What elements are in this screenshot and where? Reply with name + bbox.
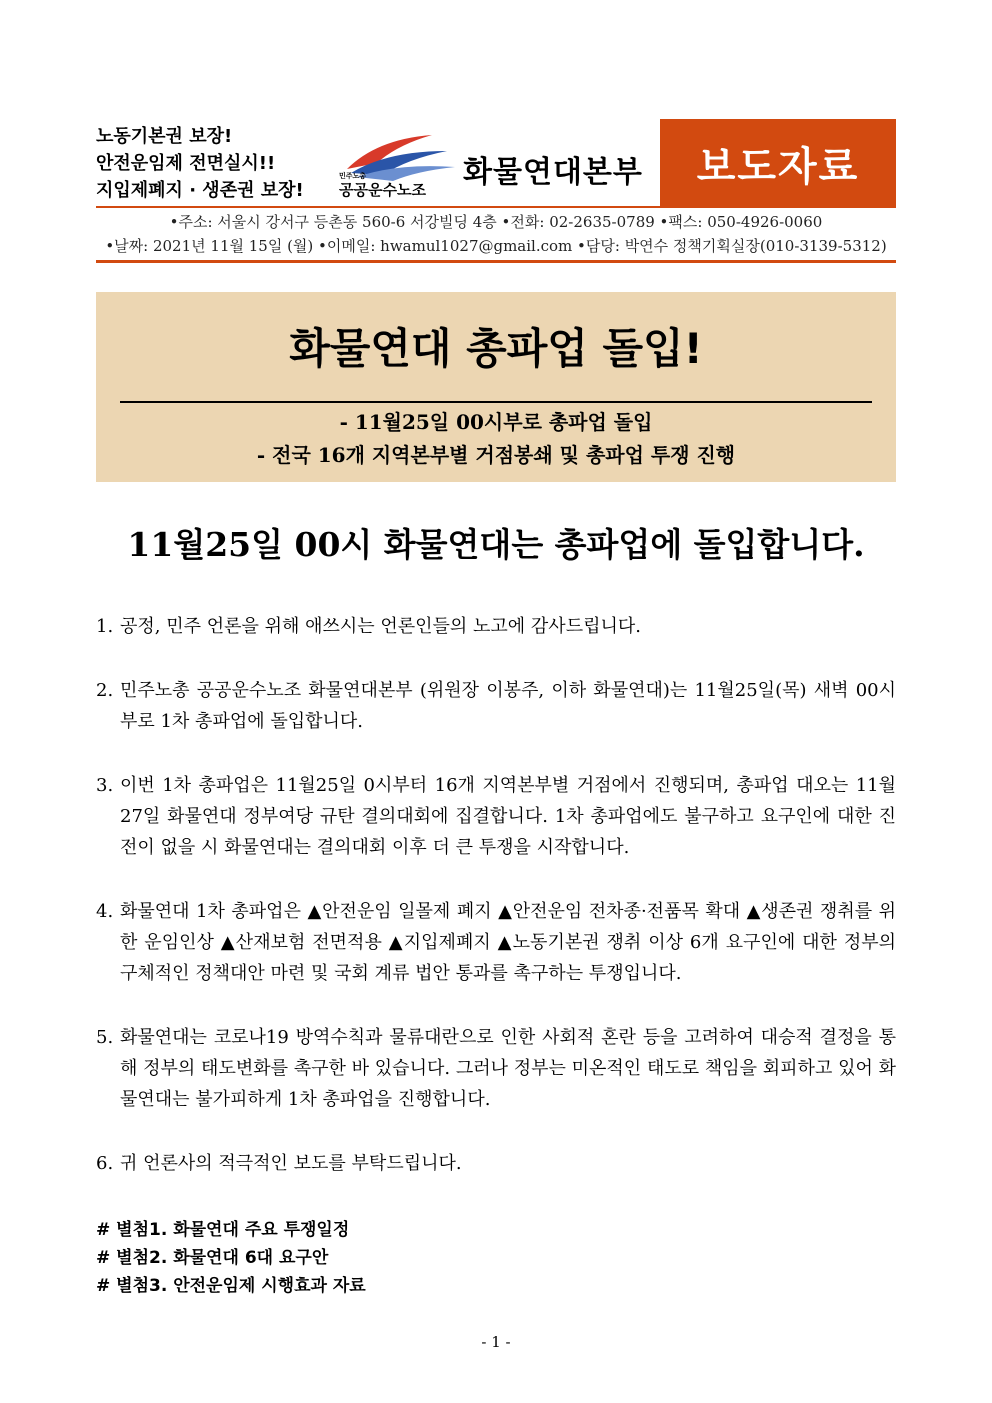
paragraph <box>96 896 896 989</box>
paragraph-text: 화물연대는 코로나19 방역수칙과 물류대란으로 인한 사회적 혼란 등을 고려하여 대승적 결정을 통해 정부의 태도변화를 촉구한 바 있습니다. 그러나 정부는 미온적인 태도로 책임을 회피하고 있어 화물연대는 불가피하게 1차 총파업을 진행합니다. <box>120 1027 896 1110</box>
contact-row-date: •날짜: 2021년 11월 15일 (월) •이메일: hwamul1027@gmail.com •담당: 박연수 정책기획실장(010-3139-5312) <box>105 237 887 255</box>
attachments-list <box>96 1216 896 1300</box>
paragraph <box>96 770 896 863</box>
slogans <box>96 123 326 204</box>
paragraph <box>96 1148 896 1179</box>
paragraph <box>96 1022 896 1115</box>
paragraph-number: 4. <box>96 901 114 922</box>
subtitles <box>96 406 896 472</box>
press-release-badge: 보도자료 <box>660 119 896 207</box>
paragraph-text: 이번 1차 총파업은 11월25일 0시부터 16개 지역본부별 거점에서 진행되며, 총파업 대오는 11월 27일 화물연대 정부여당 규탄 결의대회에 집결합니다. 1차 총파업에도 불구하고 요구인에 대한 진전이 없을 시 화물연대는 결의대회 이후 더 큰 투쟁을 시작합니다. <box>120 775 896 858</box>
paragraph-text: 공정, 민주 언론을 위해 애쓰시는 언론인들의 노고에 감사드립니다. <box>120 616 641 637</box>
body-text <box>96 611 896 1179</box>
contact-row-address: •주소: 서울시 강서구 등촌동 560-6 서강빌딩 4층 •전화: 02-2635-0789 •팩스: 050-4926-0060 <box>169 213 823 231</box>
subtitle-line: - 11월25일 00시부로 총파업 돌입 <box>339 410 653 434</box>
page-number: - 1 - <box>481 1333 511 1351</box>
header-rule-top <box>96 206 896 208</box>
logo-name-text: 화물연대본부 <box>463 155 643 190</box>
paragraph-text: 민주노총 공공운수노조 화물연대본부 (위원장 이봉주, 이하 화물연대)는 11월25일(목) 새벽 00시부로 1차 총파업에 돌입합니다. <box>120 680 896 732</box>
paragraph-text: 귀 언론사의 적극적인 보도를 부탁드립니다. <box>120 1153 462 1174</box>
headline: 11월25일 00시 화물연대는 총파업에 돌입합니다. <box>127 525 865 564</box>
slogan-line: 노동기본권 보장! <box>96 126 233 147</box>
attachment-item: # 별첨1. 화물연대 주요 투쟁일정 <box>96 1220 350 1240</box>
paragraph-number: 6. <box>96 1153 114 1174</box>
paragraph-number: 3. <box>96 775 114 796</box>
header-rule-bottom <box>96 260 896 263</box>
paragraph-number: 2. <box>96 680 114 701</box>
paragraph <box>96 611 896 642</box>
main-title: 화물연대 총파업 돌입! <box>289 324 703 373</box>
slogan-line: 안전운임제 전면실시!! <box>96 153 276 174</box>
attachment-item: # 별첨2. 화물연대 6대 요구안 <box>96 1248 329 1268</box>
title-box <box>96 292 896 482</box>
paragraph-number: 1. <box>96 616 114 637</box>
slogan-line: 지입제폐지 · 생존권 보장! <box>96 180 304 201</box>
paragraph <box>96 675 896 737</box>
document-header <box>96 119 896 207</box>
title-divider <box>120 401 872 403</box>
subtitle-line: - 전국 16개 지역본부별 거점봉쇄 및 총파업 투쟁 진행 <box>256 443 736 467</box>
logo-sub-text: 민주노총 <box>339 172 367 180</box>
paragraph-text: 화물연대 1차 총파업은 ▲안전운임 일몰제 폐지 ▲안전운임 전차종·전품목 확대 ▲생존권 쟁취를 위한 운임인상 ▲산재보험 전면적용 ▲지입제폐지 ▲노동기본권 쟁취 이상 6개 요구인에 대한 정부의 구체적인 정책대안 마련 및 국회 계류 법안 통과를 촉구하는 투쟁입니다. <box>120 901 896 984</box>
logo-union-text: 공공운수노조 <box>339 181 426 199</box>
paragraph-number: 5. <box>96 1027 114 1048</box>
union-logo <box>337 129 657 199</box>
attachment-item: # 별첨3. 안전운임제 시행효과 자료 <box>96 1276 366 1296</box>
contact-info <box>96 210 896 258</box>
